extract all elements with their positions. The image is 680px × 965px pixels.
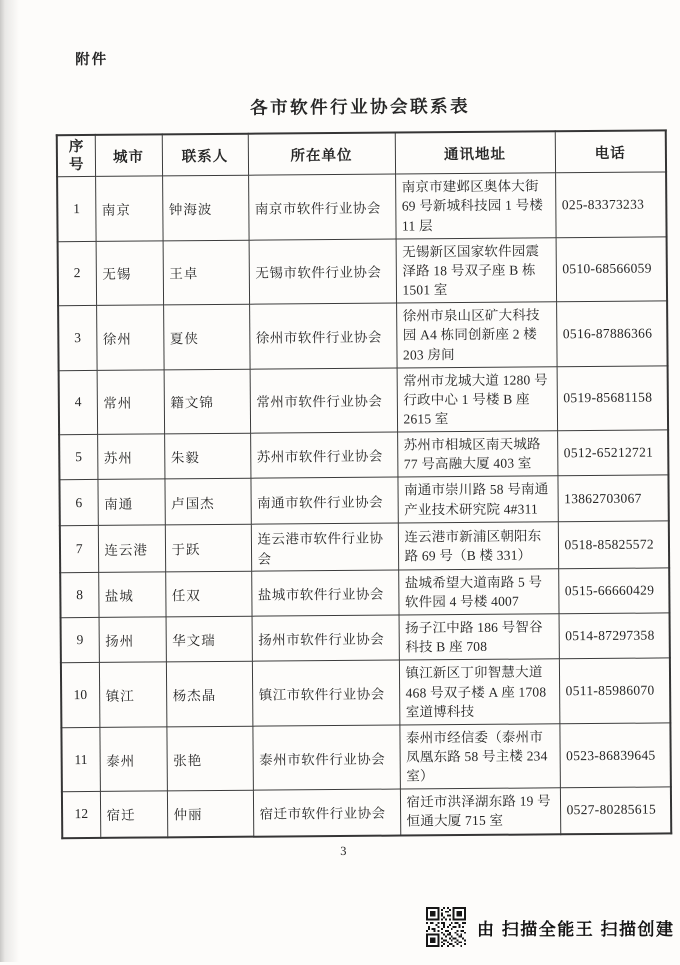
cell-contact: 卢国杰 xyxy=(164,479,250,525)
cell-phone: 0515-66660429 xyxy=(558,568,669,614)
table-row xyxy=(58,301,667,370)
cell-phone: 0516-87886366 xyxy=(556,301,668,366)
cell-address: 泰州市经信委（泰州市凤凰东路 58 号主楼 234 室） xyxy=(399,724,560,790)
cell-address: 扬子江中路 186 号智谷科技 B 座 708 xyxy=(399,614,559,661)
cell-contact: 王卓 xyxy=(163,240,250,305)
cell-city: 宿迁 xyxy=(100,791,167,837)
cell-seq: 1 xyxy=(57,177,96,242)
cell-phone: 0514-87297358 xyxy=(559,613,670,659)
cell-contact: 杨杰晶 xyxy=(166,662,253,727)
cell-phone: 0523-86839645 xyxy=(559,723,671,788)
cell-address: 南通市崇川路 58 号南通产业技术研究院 4#311 xyxy=(397,476,557,523)
table-row xyxy=(59,430,668,480)
cell-city: 扬州 xyxy=(99,617,166,663)
cell-seq: 5 xyxy=(59,435,97,481)
cell-contact: 张艳 xyxy=(166,726,253,791)
cell-seq: 2 xyxy=(58,241,97,306)
cell-contact: 仲丽 xyxy=(167,791,253,837)
cell-seq: 8 xyxy=(60,572,98,618)
cell-org: 泰州市软件行业协会 xyxy=(252,725,400,791)
cell-address: 南京市建邺区奥体大街 69 号新城科技园 1 号楼 11 层 xyxy=(395,173,556,239)
header-org: 所在单位 xyxy=(248,133,395,176)
cell-seq: 11 xyxy=(61,727,100,792)
table-row xyxy=(58,237,667,306)
cell-address: 盐城希望大道南路 5 号软件园 4 号楼 4007 xyxy=(398,569,558,616)
cell-city: 无锡 xyxy=(96,241,164,306)
cell-city: 盐城 xyxy=(98,572,165,618)
table-row xyxy=(61,658,670,727)
cell-city: 镇江 xyxy=(99,662,167,727)
scanner-caption: 由 扫描全能王 扫描创建 xyxy=(477,919,675,939)
header-address: 通讯地址 xyxy=(395,131,555,174)
cell-contact: 钟海波 xyxy=(162,175,249,240)
cell-seq: 7 xyxy=(60,525,98,572)
cell-address: 宿迁市洪泽湖东路 19 号恒通大厦 715 室 xyxy=(400,788,560,835)
cell-phone: 0527-80285615 xyxy=(560,787,671,834)
cell-contact: 朱毅 xyxy=(164,433,250,479)
cell-phone: 13862703067 xyxy=(557,475,668,521)
cell-city: 常州 xyxy=(97,370,165,435)
cell-org: 南京市软件行业协会 xyxy=(248,174,396,240)
cell-seq: 9 xyxy=(61,617,99,663)
cell-phone: 0510-68566059 xyxy=(556,237,668,302)
cell-org: 南通市软件行业协会 xyxy=(250,477,397,523)
cell-city: 苏州 xyxy=(97,434,164,480)
header-seq-label: 序号 xyxy=(68,139,84,174)
table-row xyxy=(57,172,666,241)
cell-org: 扬州市软件行业协会 xyxy=(252,615,399,661)
cell-address: 镇江新区丁卯智慧大道 468 号双子楼 A 座 1708 室道博科技 xyxy=(399,659,560,725)
cell-contact: 华文瑞 xyxy=(166,616,252,662)
cell-phone: 025-83373233 xyxy=(555,172,667,237)
cell-org: 无锡市软件行业协会 xyxy=(249,239,397,305)
cell-contact: 籍文锦 xyxy=(164,369,251,434)
cell-address: 连云港市新浦区朝阳东路 69 号（B 楼 331） xyxy=(398,522,558,570)
cell-org: 徐州市软件行业协会 xyxy=(249,303,397,369)
page-title: 各市软件行业协会联系表 xyxy=(249,95,471,118)
cell-phone: 0518-85825572 xyxy=(558,521,669,569)
cell-org: 宿迁市软件行业协会 xyxy=(253,789,400,836)
page-number: 3 xyxy=(340,843,347,859)
table-row xyxy=(62,787,671,838)
table-row xyxy=(59,475,668,525)
cell-seq: 10 xyxy=(61,663,100,728)
cell-contact: 夏侠 xyxy=(163,304,250,369)
table-row xyxy=(60,568,669,618)
cell-org: 常州市软件行业协会 xyxy=(250,368,398,434)
cell-org: 镇江市软件行业协会 xyxy=(252,660,400,726)
cell-city: 南通 xyxy=(97,479,164,525)
cell-city: 连云港 xyxy=(98,525,165,573)
cell-address: 徐州市泉山区矿大科技园 A4 栋同创新座 2 楼 203 房间 xyxy=(396,302,557,368)
cell-contact: 任双 xyxy=(165,571,251,617)
cell-address: 无锡新区国家软件园震泽路 18 号双子座 B 栋 1501 室 xyxy=(396,238,557,304)
cell-org: 连云港市软件行业协会 xyxy=(251,523,398,571)
cell-phone: 0519-85681158 xyxy=(557,366,669,431)
cell-address: 苏州市相城区南天城路 77 号高融大厦 403 室 xyxy=(397,431,557,478)
cell-seq: 4 xyxy=(59,370,98,435)
cell-phone: 0512-65212721 xyxy=(557,430,668,476)
table-row xyxy=(60,521,669,573)
cell-org: 盐城市软件行业协会 xyxy=(251,570,398,616)
table-row xyxy=(61,723,670,792)
cell-city: 泰州 xyxy=(99,727,167,792)
cell-address: 常州市龙城大道 1280 号行政中心 1 号楼 B 座 2615 室 xyxy=(397,366,558,432)
header-contact: 联系人 xyxy=(162,134,248,176)
cell-phone: 0511-85986070 xyxy=(559,658,671,723)
table-row xyxy=(61,613,670,663)
cell-seq: 12 xyxy=(62,792,100,838)
cell-org: 苏州市软件行业协会 xyxy=(250,432,397,478)
cell-contact: 于跃 xyxy=(165,524,251,572)
cell-city: 徐州 xyxy=(96,305,164,370)
cell-seq: 6 xyxy=(59,480,97,526)
scanner-footer xyxy=(426,906,674,948)
header-phone: 电话 xyxy=(555,130,666,173)
table-row xyxy=(59,366,668,435)
cell-city: 南京 xyxy=(95,176,163,241)
contact-table xyxy=(56,129,673,838)
qr-code-icon xyxy=(426,906,466,948)
attachment-label: 附件 xyxy=(75,51,109,69)
contact-table-container xyxy=(56,129,673,838)
header-seq xyxy=(57,135,95,177)
table-header-row xyxy=(57,130,666,177)
header-city: 城市 xyxy=(95,134,162,176)
cell-seq: 3 xyxy=(58,306,97,371)
